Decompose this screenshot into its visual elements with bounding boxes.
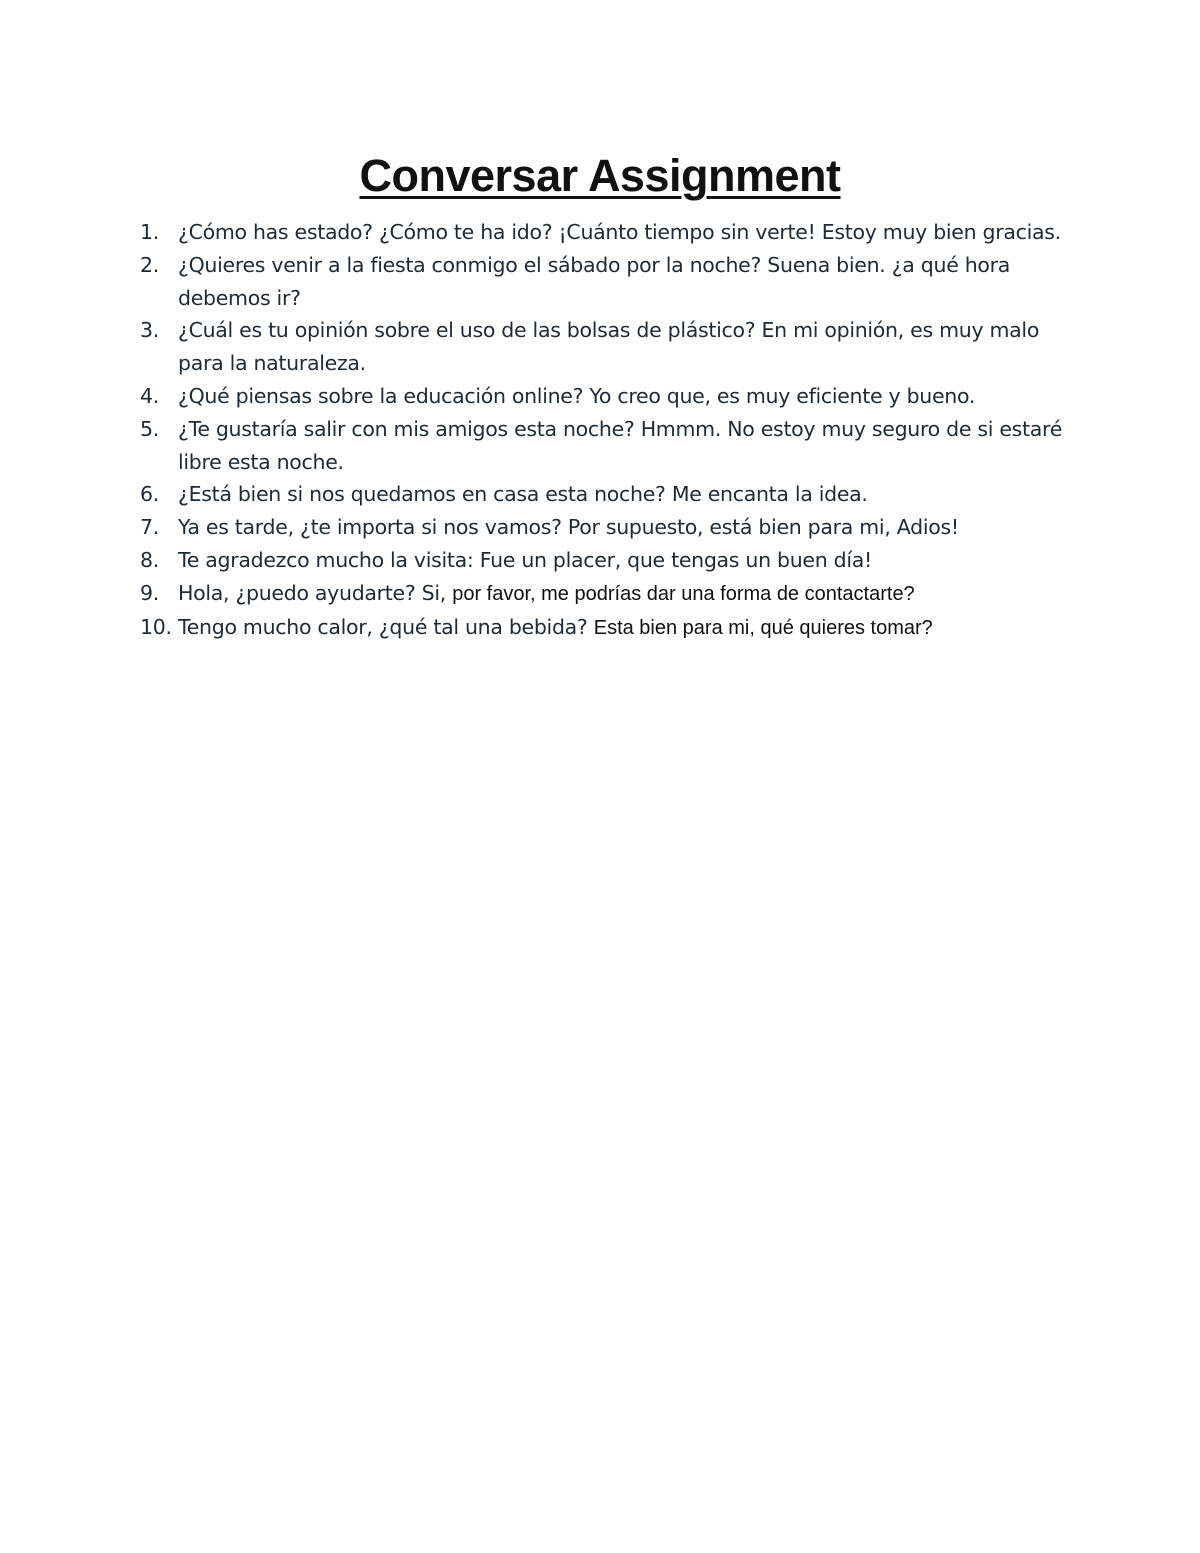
list-item-text: ¿Cuál es tu opinión sobre el uso de las bolsas de plástico? En mi opinión, es muy malo para la naturaleza. [178, 318, 1040, 376]
list-item-number: 8. [140, 547, 159, 572]
conversation-list [140, 216, 1080, 644]
list-item [140, 314, 1080, 380]
list-item-text: Hola, ¿puedo ayudarte? Si, [178, 580, 453, 605]
list-item [140, 249, 1080, 315]
list-item-text: ¿Cómo has estado? ¿Cómo te ha ido? ¡Cuánto tiempo sin verte! Estoy muy bien gracias. [178, 220, 1061, 244]
list-item-text: Te agradezco mucho la visita: Fue un placer, que tengas un buen día! [178, 547, 872, 572]
list-item [140, 380, 1080, 413]
list-item [140, 611, 1080, 645]
list-item-number: 3. [140, 318, 159, 343]
list-item [140, 511, 1080, 544]
list-item-number: 9. [140, 580, 159, 605]
list-item-number: 5. [140, 416, 159, 441]
list-item-number: 4. [140, 383, 159, 408]
list-item-number: 6. [140, 482, 159, 507]
list-item-text: Tengo mucho calor, ¿qué tal una bebida? [178, 614, 594, 639]
list-item [140, 544, 1080, 577]
list-item-text: ¿Qué piensas sobre la educación online? Yo creo que, es muy eficiente y bueno. [178, 383, 976, 408]
list-item-number: 10. [140, 614, 172, 639]
list-item-number: 1. [140, 220, 159, 244]
list-item-text-alt: por favor, me podrías dar una forma de contactarte? [452, 582, 915, 605]
list-item [140, 216, 1080, 249]
list-item-text: Ya es tarde, ¿te importa si nos vamos? Por supuesto, está bien para mi, Adios! [178, 515, 959, 540]
list-item [140, 413, 1080, 479]
list-item [140, 478, 1080, 511]
list-item-text: ¿Está bien si nos quedamos en casa esta noche? Me encanta la idea. [178, 482, 868, 507]
list-item-text: ¿Quieres venir a la fiesta conmigo el sábado por la noche? Suena bien. ¿a qué hora debemos ir? [178, 252, 1011, 310]
document-title-text: Conversar Assignment [359, 150, 841, 201]
list-item [140, 577, 1080, 611]
list-item-text-alt: Esta bien para mi, qué quieres tomar? [593, 616, 933, 639]
document-title [0, 146, 1200, 206]
list-item-number: 2. [140, 252, 159, 277]
list-item-number: 7. [140, 515, 159, 540]
list-item-text: ¿Te gustaría salir con mis amigos esta noche? Hmmm. No estoy muy seguro de si estaré libre esta noche. [178, 416, 1063, 474]
